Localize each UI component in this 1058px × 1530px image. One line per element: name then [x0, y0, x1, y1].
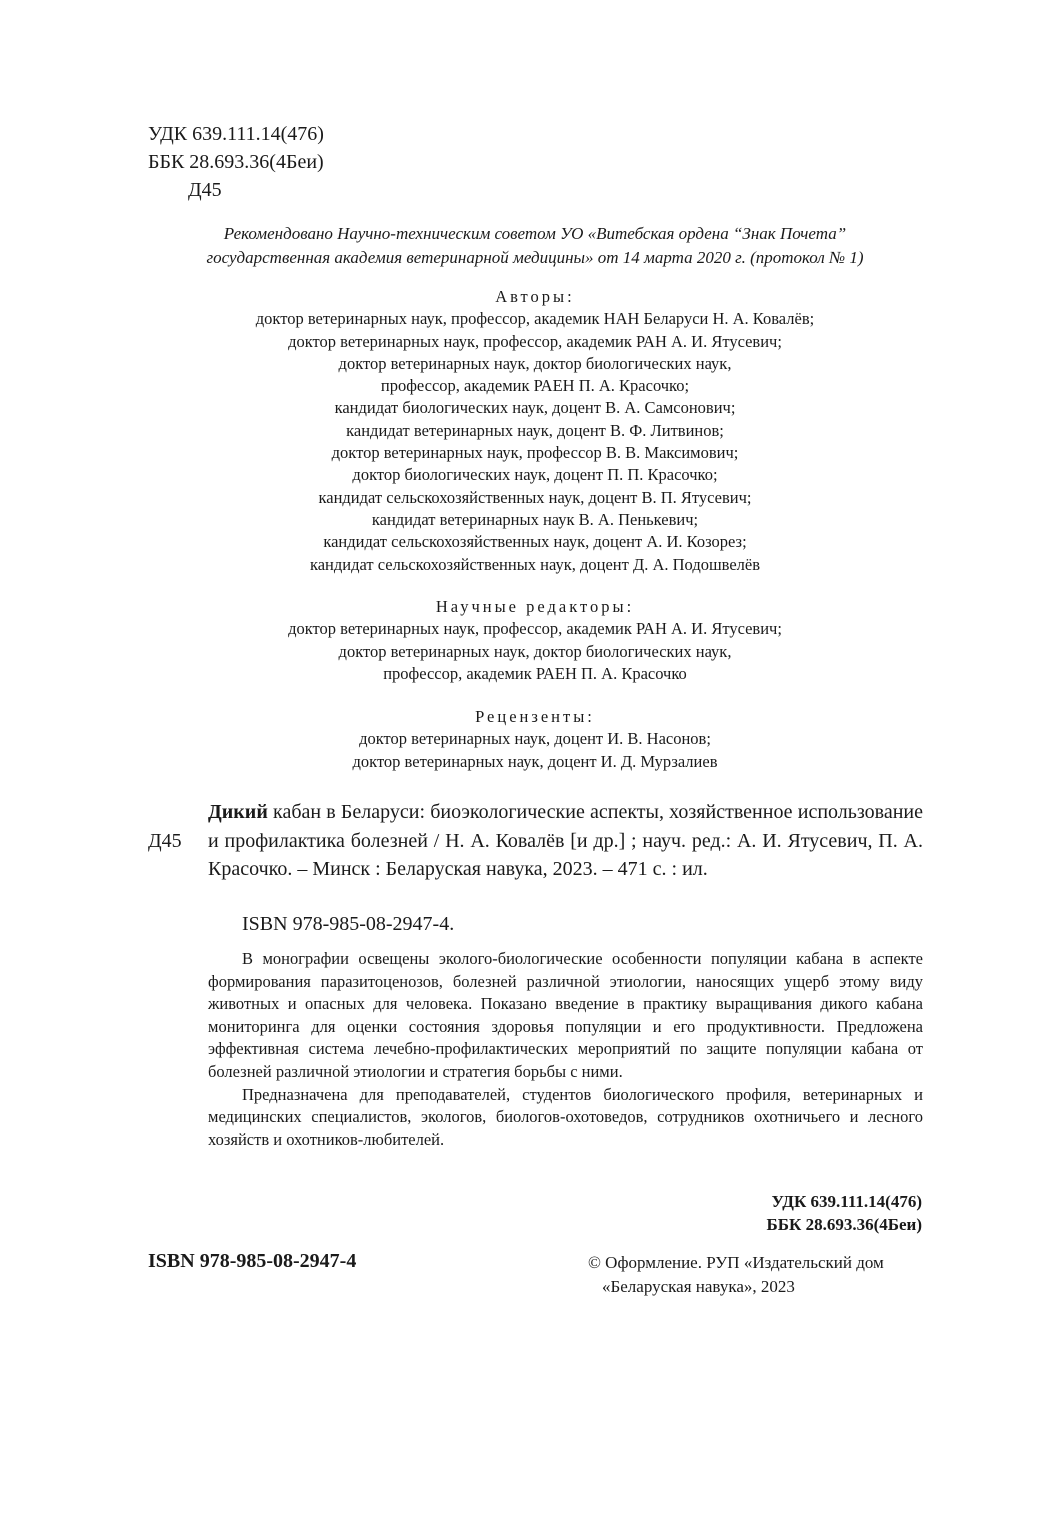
editor-line: доктор ветеринарных наук, доктор биологических наук,	[338, 641, 732, 661]
copyright-line: © Оформление. РУП «Издательский дом	[588, 1253, 884, 1272]
author-line: кандидат сельскохозяйственных наук, доцент Д. А. Подошвелёв	[309, 554, 761, 574]
footer-bbk: ББК 28.693.36(4Беи)	[766, 1215, 922, 1234]
udk-code: УДК 639.111.14(476)	[148, 123, 324, 145]
recommendation-line: Рекомендовано Научно-техническим советом УО «Витебская ордена “Знак Почета”	[223, 224, 847, 243]
editors-heading: Научные редакторы:	[435, 597, 635, 616]
reviewer-line: доктор ветеринарных наук, доцент И. В. Насонов;	[359, 729, 711, 749]
biblio-title-bold: Дикий	[208, 801, 268, 823]
author-line: кандидат ветеринарных наук В. А. Пенькевич;	[371, 509, 699, 529]
bbk-code: ББК 28.693.36(4Беи)	[148, 151, 324, 173]
authors-heading: Авторы:	[495, 287, 575, 306]
author-line: кандидат ветеринарных наук, доцент В. Ф. Литвинов;	[346, 420, 724, 440]
biblio-cutter-mark: Д45	[148, 830, 182, 852]
author-line: доктор ветеринарных наук, доктор биологических наук,	[338, 353, 732, 373]
copyright-notice	[588, 1251, 928, 1299]
author-line: кандидат биологических наук, доцент В. А. Самсонович;	[334, 398, 736, 418]
editor-line: профессор, академик РАЕН П. А. Красочко	[383, 663, 687, 683]
reviewer-line: доктор ветеринарных наук, доцент И. Д. Мурзалиев	[352, 751, 718, 771]
biblio-description: кабан в Беларуси: биоэкологические аспекты, хозяйственное использование и профилактика болезней / Н. А. Ковалёв [и др.] ; науч. ред.: А. И. Ятусевич, П. А. Красочко. – Минск : Беларуская навука, 2023. – 471 с. : ил.	[208, 801, 923, 880]
footer-isbn: ISBN 978-985-08-2947-4	[148, 1250, 357, 1272]
author-line: кандидат сельскохозяйственных наук, доцент А. И. Козорез;	[323, 532, 747, 552]
abstract-paragraph: В монографии освещены эколого-биологические особенности популяции кабана в аспекте формирования паразитоценозов, болезней различной этиологии, наносящих ущерб этому виду животных и опасных для человека. Показано введение в практику выращивания дикого кабана мониторинга для оценки состояния здоровья популяции и его продуктивности. Предложена эффективная система лечебно-профилактических мероприятий по защите популяции кабана от болезней различной этиологии и стратегия борьбы с ними.	[208, 949, 923, 1081]
biblio-isbn: ISBN 978-985-08-2947-4.	[242, 913, 455, 935]
abstract	[208, 948, 923, 1151]
author-line: доктор биологических наук, доцент П. П. Красочко;	[352, 465, 718, 485]
recommendation-note	[60, 222, 1010, 270]
footer-udk: УДК 639.111.14(476)	[771, 1192, 922, 1211]
classification-header	[148, 120, 324, 204]
reviewers-heading: Рецензенты:	[475, 707, 595, 726]
copyright-line: «Беларуская навука», 2023	[602, 1277, 795, 1296]
author-line: доктор ветеринарных наук, профессор В. В. Максимович;	[331, 443, 739, 463]
reviewers-block	[60, 706, 1010, 773]
footer-classification	[767, 1190, 922, 1236]
author-line: кандидат сельскохозяйственных наук, доцент В. П. Ятусевич;	[318, 487, 752, 507]
authors-block	[60, 286, 1010, 576]
cutter-mark: Д45	[188, 179, 222, 201]
abstract-paragraph: Предназначена для преподавателей, студентов биологического профиля, ветеринарных и медицинских специалистов, экологов, биологов-охотоведов, сотрудников охотничьего и лесного хозяйств и охотников-любителей.	[208, 1084, 923, 1149]
editor-line: доктор ветеринарных наук, профессор, академик РАН А. И. Ятусевич;	[288, 619, 782, 639]
author-line: профессор, академик РАЕН П. А. Красочко;	[380, 376, 690, 396]
bibliographic-record	[208, 798, 923, 884]
author-line: доктор ветеринарных наук, профессор, академик НАН Беларуси Н. А. Ковалёв;	[255, 309, 815, 329]
author-line: доктор ветеринарных наук, профессор, академик РАН А. И. Ятусевич;	[288, 331, 782, 351]
editors-block	[60, 596, 1010, 685]
recommendation-line: государственная академия ветеринарной медицины» от 14 марта 2020 г. (протокол № 1)	[206, 248, 864, 267]
